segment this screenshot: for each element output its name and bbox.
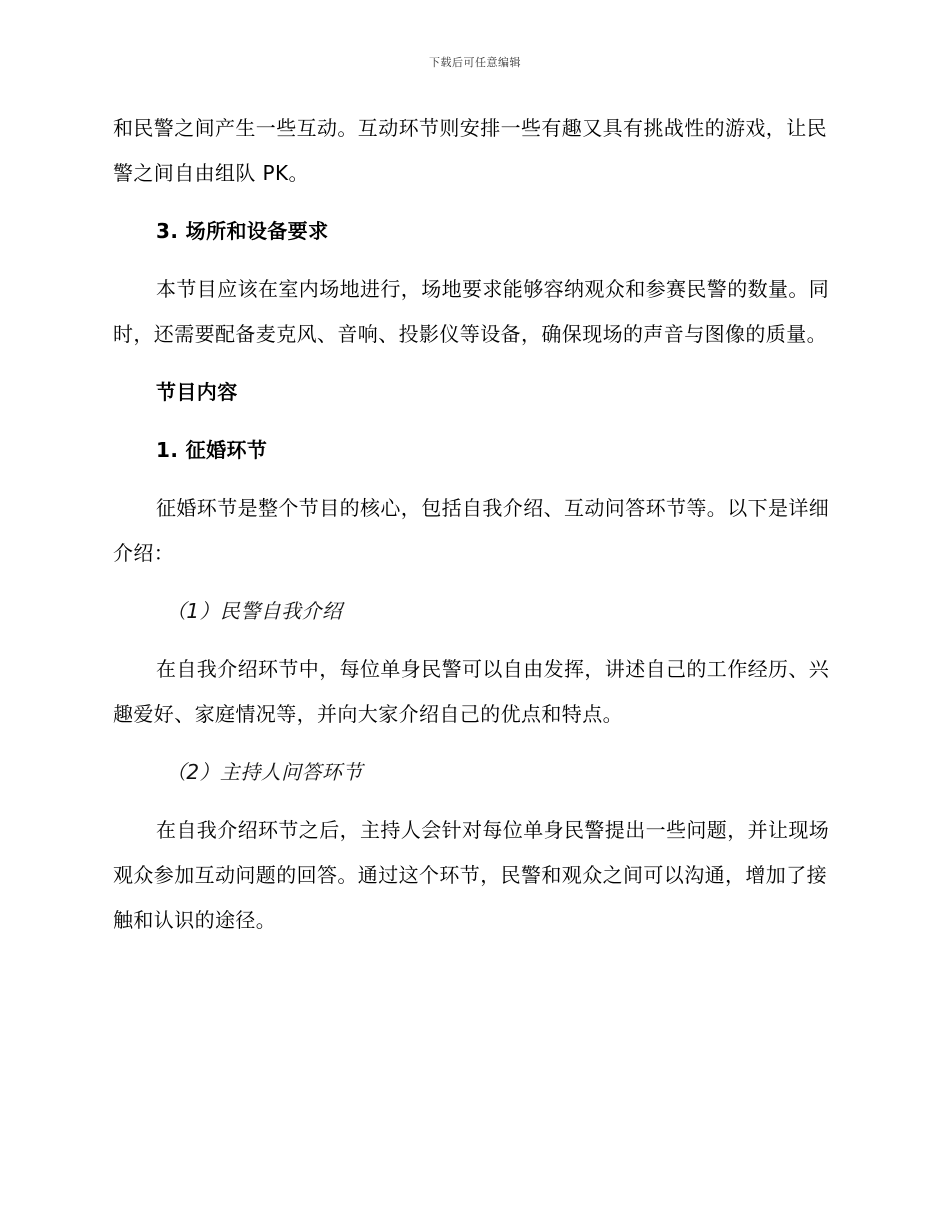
document-body bbox=[113, 106, 835, 943]
paragraph-continuation: 和民警之间产生一些互动。互动环节则安排一些有趣又具有挑战性的游戏，让民警之间自由组队 PK。 bbox=[113, 116, 827, 185]
subheading-self-intro: （1）民警自我介绍 bbox=[166, 599, 343, 623]
paragraph-venue: 本节目应该在室内场地进行，场地要求能够容纳观众和参赛民警的数量。同时，还需要配备麦克风、音响、投影仪等设备，确保现场的声音与图像的质量。 bbox=[113, 277, 830, 346]
paragraph-host-qa: 在自我介绍环节之后，主持人会针对每位单身民警提出一些问题，并让现场观众参加互动问题的回答。通过这个环节，民警和观众之间可以沟通，增加了接触和认识的途径。 bbox=[113, 818, 830, 932]
paragraph-self-intro: 在自我介绍环节中，每位单身民警可以自由发挥，讲述自己的工作经历、兴趣爱好、家庭情况等，并向大家介绍自己的优点和特点。 bbox=[113, 657, 830, 726]
page-header: 下载后可任意编辑 bbox=[429, 56, 521, 69]
section-heading-venue: 3. 场所和设备要求 bbox=[156, 219, 329, 243]
paragraph-marriage: 征婚环节是整个节目的核心，包括自我介绍、互动问答环节等。以下是详细介绍： bbox=[113, 496, 830, 565]
section-heading-marriage: 1. 征婚环节 bbox=[156, 438, 268, 462]
section-heading-program: 节目内容 bbox=[156, 380, 238, 404]
subheading-host-qa: （2）主持人问答环节 bbox=[166, 760, 363, 784]
